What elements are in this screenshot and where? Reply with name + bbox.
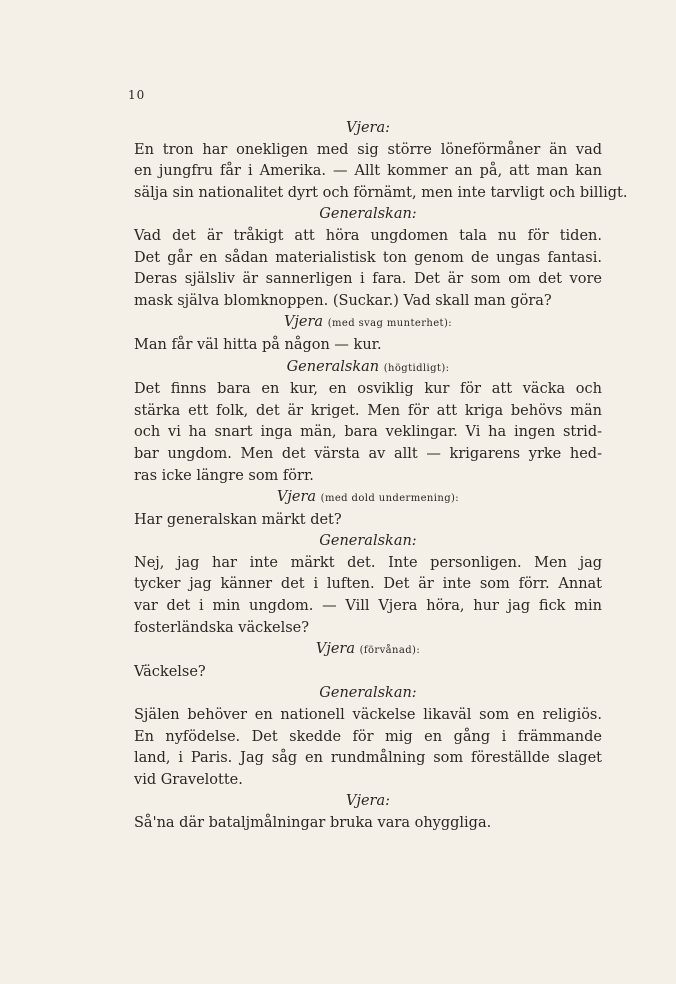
text-line: Nej, jag har inte märkt det. Inte personligen. Men jag — [134, 554, 602, 571]
speaker-name: Vjera — [315, 641, 355, 658]
stage-direction: (förvånad): — [359, 645, 421, 657]
speaker-name: Vjera — [283, 314, 324, 331]
text-line: Det går en sådan materialistisk ton genom de ungas fantasi. — [134, 249, 602, 266]
text-line: sälja sin nationalitet dyrt och förnämt, men inte tarvligt och billigt. — [134, 184, 628, 201]
speaker-name: Generalskan: — [319, 206, 417, 223]
text-line: fosterländska väckelse? — [134, 619, 310, 636]
text-line: ras icke längre som förr. — [134, 467, 314, 484]
speaker-heading — [134, 531, 602, 553]
text-line: land, i Paris. Jag såg en rundmålning som föreställde slaget — [134, 750, 602, 767]
speaker-name: Generalskan: — [319, 685, 417, 702]
speaker-name: Generalskan — [286, 358, 380, 375]
dialogue-text — [134, 118, 628, 835]
speaker-heading — [134, 487, 602, 510]
text-line: En tron har onekligen med sig större löneförmåner än vad — [134, 141, 602, 158]
stage-direction: (högtidligt): — [383, 362, 450, 374]
text-line: Deras själsliv är sannerligen i fara. Det är som om det vore — [134, 271, 602, 288]
text-line: Väckelse? — [134, 663, 206, 680]
stage-direction: (med dold undermening): — [320, 493, 460, 505]
text-line: En nyfödelse. Det skedde för mig en gång i främmande — [134, 728, 602, 745]
speaker-heading — [134, 204, 602, 226]
text-line: var det i min ungdom. — Vill Vjera höra, hur jag fick min — [134, 598, 602, 615]
text-line: en jungfru får i Amerika. — Allt kommer an på, att man kan — [134, 163, 602, 180]
text-line: Själen behöver en nationell väckelse likaväl som en religiös. — [134, 707, 602, 724]
text-line: bar ungdom. Men det värsta av allt — krigarens yrke hed- — [134, 445, 602, 462]
text-line: stärka ett folk, det är kriget. Men för att kriga behövs män — [134, 402, 602, 419]
text-line: mask själva blomknoppen. (Suckar.) Vad skall man göra? — [134, 292, 552, 309]
speaker-heading — [134, 791, 602, 813]
text-line: och vi ha snart inga män, bara veklingar. Vi ha ingen strid- — [134, 424, 602, 441]
speaker-name: Generalskan: — [319, 533, 417, 550]
text-line: tycker jag känner det i luften. Det är inte som förr. Annat — [134, 576, 602, 593]
page-number: 10 — [128, 88, 146, 102]
speaker-heading — [134, 357, 602, 380]
text-line: vid Gravelotte. — [134, 771, 243, 788]
speaker-heading — [134, 683, 602, 705]
text-line: Vad det är tråkigt att höra ungdomen tala nu för tiden. — [134, 227, 602, 244]
text-line: Man får väl hitta på någon — kur. — [134, 336, 382, 353]
speaker-heading — [134, 312, 602, 335]
speaker-name: Vjera — [276, 489, 317, 506]
speaker-name: Vjera: — [345, 793, 390, 810]
speaker-heading — [134, 639, 602, 662]
text-line: Så'na där bataljmålningar bruka vara ohyggliga. — [134, 815, 492, 831]
text-line: Det finns bara en kur, en osviklig kur för att väcka och — [134, 381, 602, 398]
stage-direction: (med svag munterhet): — [327, 318, 453, 330]
speaker-heading — [134, 118, 602, 140]
text-line: Har generalskan märkt det? — [134, 511, 342, 528]
speaker-name: Vjera: — [345, 120, 390, 136]
